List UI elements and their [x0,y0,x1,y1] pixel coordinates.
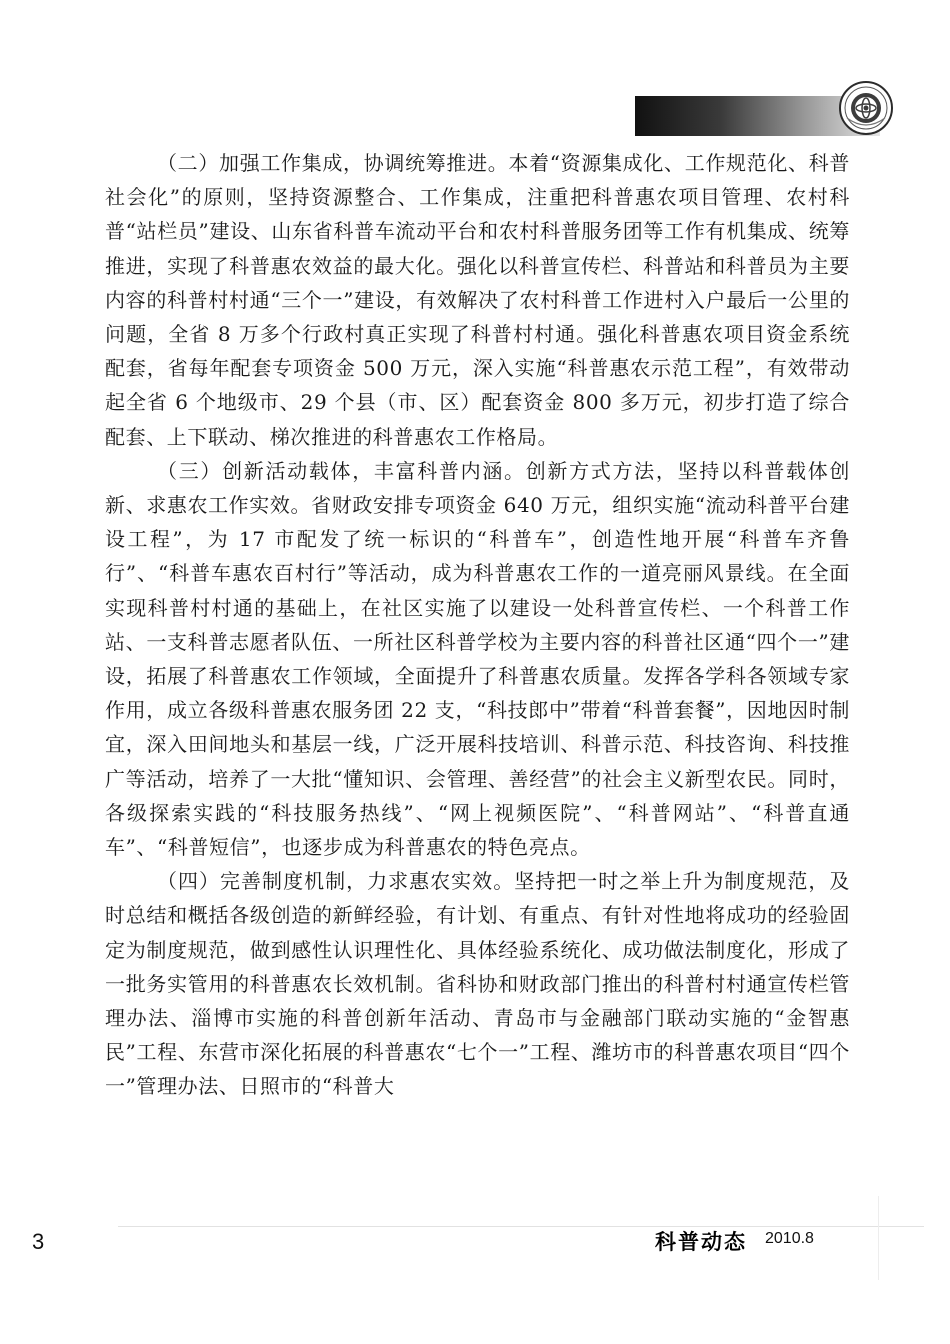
footer-vertical-divider [878,1196,879,1280]
page-number: 3 [32,1229,45,1254]
article-body [105,146,850,1104]
issue-date: 2010.8 [765,1230,814,1247]
paragraph-integration: （二）加强工作集成，协调统筹推进。本着“资源集成化、工作规范化、科普社会化”的原则，坚持资源整合、工作集成，注重把科普惠农项目管理、农村科普“站栏员”建设、山东省科普车流动平台和农村科普服务团等工作有机集成、统筹推进，实现了科普惠农效益的最大化。强化以科普宣传栏、科普站和科普员为主要内容的科普村村通“三个一”建设，有效解决了农村科普工作进村入户最后一公里的问题，全省 8 万多个行政村真正实现了科普村村通。强化科普惠农项目资金系统配套，省每年配套专项资金 500 万元，深入实施“科普惠农示范工程”，有效带动起全省 6 个地级市、29 个县（市、区）配套资金 800 多万元，初步打造了综合配套、上下联动、梯次推进的科普惠农工作格局。 [105,151,850,449]
footer-divider [118,1226,924,1227]
association-emblem-icon [838,80,894,136]
paragraph-mechanism: （四）完善制度机制，力求惠农实效。坚持把一时之举上升为制度规范，及时总结和概括各级创造的新鲜经验，有计划、有重点、有针对性地将成功的经验固定为制度规范，做到感性认识理性化、具体经验系统化、成功做法制度化，形成了一批务实管用的科普惠农长效机制。省科协和财政部门推出的科普村村通宣传栏管理办法、淄博市实施的科普创新年活动、青岛市与金融部门联动实施的“金智惠民”工程、东营市深化拓展的科普惠农“七个一”工程、潍坊市的科普惠农项目“四个一”管理办法、日照市的“科普大 [105,869,850,1099]
paragraph-innovation: （三）创新活动载体，丰富科普内涵。创新方式方法，坚持以科普载体创新、求惠农工作实效。省财政安排专项资金 640 万元，组织实施“流动科普平台建设工程”，为 17 市配发了统一标识的“科普车”，创造性地开展“科普车齐鲁行”、“科普车惠农百村行”等活动，成为科普惠农工作的一道亮丽风景线。在全面实现科普村村通的基础上，在社区实施了以建设一处科普宣传栏、一个科普工作站、一支科普志愿者队伍、一所社区科普学校为主要内容的科普社区通“四个一”建设，拓展了科普惠农工作领域，全面提升了科普惠农质量。发挥各学科各领域专家作用，成立各级科普惠农服务团 22 支，“科技郎中”带着“科普套餐”，因地因时制宜，深入田间地头和基层一线，广泛开展科技培训、科普示范、科技咨询、科技推广等活动，培养了一大批“懂知识、会管理、善经营”的社会主义新型农民。同时，各级探索实践的“科技服务热线”、“网上视频医院”、“科普网站”、“科普直通车”、“科普短信”，也逐步成为科普惠农的特色亮点。 [105,458,850,860]
journal-name: 科普动态 [655,1230,747,1254]
